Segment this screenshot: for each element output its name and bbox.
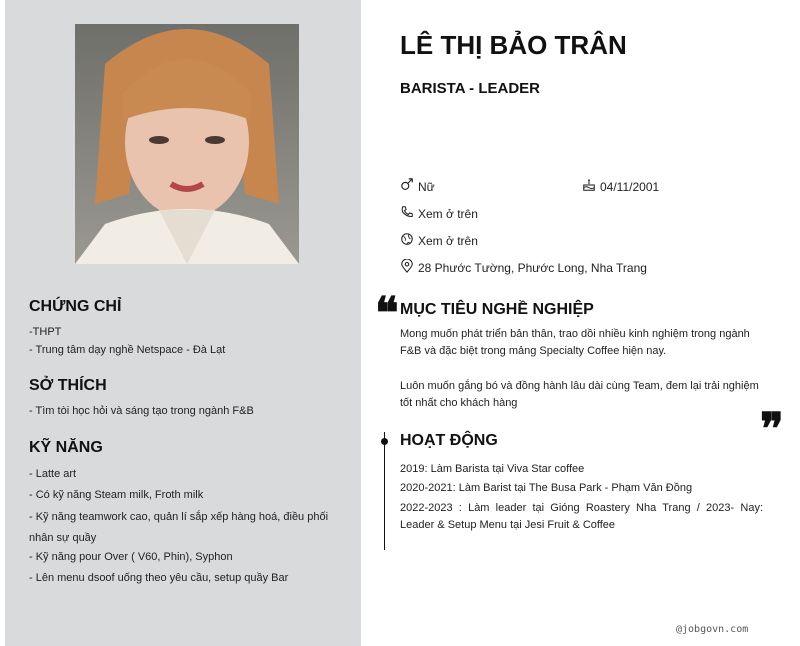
certificate-item: -THPT bbox=[29, 326, 62, 338]
watermark: @jobgovn.com bbox=[676, 624, 749, 635]
cake-icon bbox=[582, 178, 596, 195]
gender-info bbox=[400, 178, 435, 195]
web-info bbox=[400, 232, 478, 249]
location-pin-icon bbox=[400, 259, 414, 276]
certificates-title: CHỨNG CHỈ bbox=[29, 298, 122, 315]
skills-title: KỸ NĂNG bbox=[29, 439, 103, 456]
web-value: Xem ở trên bbox=[418, 233, 478, 248]
hobbies-title: SỞ THÍCH bbox=[29, 377, 107, 394]
activities-title: HOẠT ĐỘNG bbox=[400, 432, 498, 449]
birthday-value: 04/11/2001 bbox=[600, 179, 660, 194]
gender-icon bbox=[400, 178, 414, 195]
objective-title: MỤC TIÊU NGHỀ NGHIỆP bbox=[400, 301, 594, 318]
skill-item: - Kỹ năng teamwork cao, quản lí sắp xếp hàng hoá, điều phối nhân sự quầy bbox=[29, 511, 329, 544]
skill-item: - Latte art bbox=[29, 468, 77, 480]
phone-icon bbox=[400, 205, 414, 222]
timeline-dot bbox=[381, 438, 388, 445]
phone-value: Xem ở trên bbox=[418, 206, 478, 221]
timeline-line bbox=[384, 432, 385, 550]
objective-paragraph-1: Mong muốn phát triển bản thân, trao dồi nhiều kinh nghiệm trong ngành F&B và đặc biệt trong mảng Specialty Coffee hiện nay. bbox=[400, 328, 750, 357]
birthday-info bbox=[582, 178, 659, 195]
activity-item: 2022-2023 : Làm leader tại Gióng Roastery Nha Trang / 2023- Nay: Leader & Setup Menu tại Jesi Fruit & Coffee bbox=[400, 502, 763, 531]
skill-item: - Có kỹ năng Steam milk, Froth milk bbox=[29, 489, 204, 501]
gender-value: Nữ bbox=[418, 179, 435, 194]
skill-item: - Lên menu dsoof uống theo yêu cầu, setup quầy Bar bbox=[29, 572, 289, 584]
hobby-item: - Tìm tòi học hỏi và sáng tạo trong ngành F&B bbox=[29, 405, 254, 417]
address-value: 28 Phước Tường, Phước Long, Nha Trang bbox=[418, 260, 647, 275]
profile-photo bbox=[75, 24, 299, 264]
phone-info bbox=[400, 205, 478, 222]
candidate-role: BARISTA - LEADER bbox=[400, 80, 540, 97]
quote-open-icon: ❝ bbox=[375, 288, 399, 339]
objective-paragraph-2: Luôn muốn gắng bó và đồng hành lâu dài cùng Team, đem lại trải nghiệm tốt nhất cho khách hàng bbox=[400, 380, 759, 409]
globe-icon bbox=[400, 232, 414, 249]
quote-close-icon: ❞ bbox=[760, 404, 784, 455]
candidate-name: LÊ THỊ BẢO TRÂN bbox=[400, 30, 627, 60]
activity-item: 2019: Làm Barista tại Viva Star coffee bbox=[400, 463, 585, 475]
address-info bbox=[400, 259, 647, 276]
skill-item: - Kỹ năng pour Over ( V60, Phin), Syphon bbox=[29, 551, 233, 563]
certificate-item: - Trung tâm dạy nghề Netspace - Đà Lạt bbox=[29, 344, 226, 356]
activity-item: 2020-2021: Làm Barist tại The Busa Park - Phạm Văn Đồng bbox=[400, 482, 693, 494]
